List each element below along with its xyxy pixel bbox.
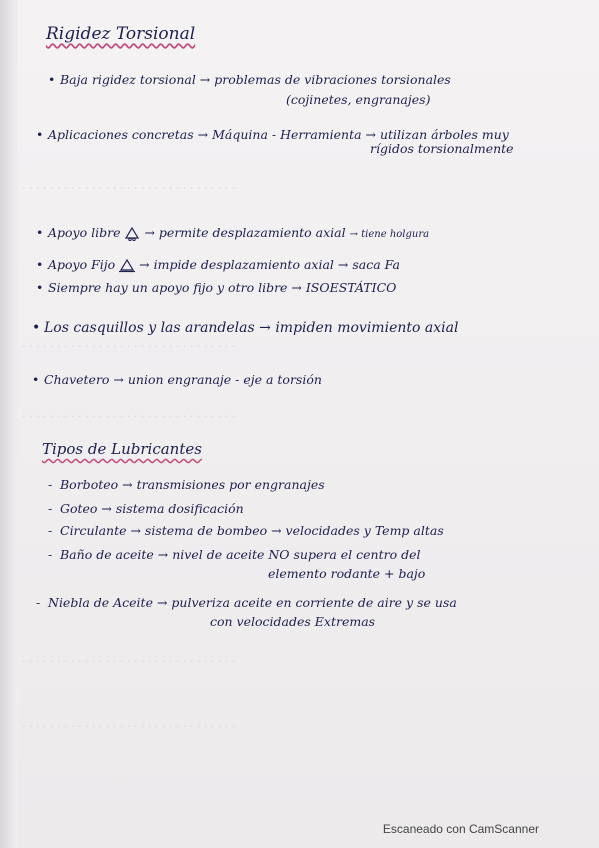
note-line: elemento rodante + bajo <box>268 566 426 581</box>
apoyo-fijo-label: Apoyo Fijo <box>48 257 116 272</box>
note-line: - Circulante → sistema de bombeo → velocidades y Temp altas <box>60 523 444 538</box>
apoyo-libre-label: Apoyo libre <box>48 225 121 240</box>
apoyo-fijo-desc: → impide desplazamiento axial → saca Fa <box>139 257 400 272</box>
note-line: con velocidades Extremas <box>210 614 376 629</box>
free-support-icon <box>124 227 140 241</box>
bleed-through-text: · · · · · · · · · · · · · · · · · · · · · · · · · · · · · · · <box>22 655 236 668</box>
note-line: - Baño de aceite → nivel de aceite NO supera el centro del <box>60 547 420 562</box>
note-line: • Aplicaciones concretas → Máquina - Herramienta → utilizan árboles muy <box>48 127 509 142</box>
note-line: - Borboteo → transmisiones por engranajes <box>60 477 325 492</box>
note-line: • Los casquillos y las arandelas → impiden movimiento axial <box>44 320 458 336</box>
note-line: rígidos torsionalmente <box>370 141 514 156</box>
heading-tipos-lubricantes: Tipos de Lubricantes <box>42 440 202 458</box>
apoyo-libre-note: → tiene holgura <box>349 229 430 240</box>
note-apoyo-fijo <box>48 257 400 273</box>
bleed-through-text: · · · · · · · · · · · · · · · · · · · · · · · · · · · · · · · <box>22 410 236 423</box>
scanner-watermark: Escaneado con CamScanner <box>382 822 539 836</box>
note-line: • Chavetero → union engranaje - eje a torsión <box>44 372 322 387</box>
note-line: - Niebla de Aceite → pulveriza aceite en corriente de aire y se usa <box>48 595 457 610</box>
note-line: • Siempre hay un apoyo fijo y otro libre → ISOESTÁTICO <box>48 280 396 295</box>
note-line: • Baja rigidez torsional → problemas de vibraciones torsionales <box>60 72 451 87</box>
note-apoyo-libre <box>48 225 429 241</box>
note-line: (cojinetes, engranajes) <box>286 92 431 107</box>
bleed-through-text: · · · · · · · · · · · · · · · · · · · · · · · · · · · · · · · <box>22 340 236 353</box>
note-line: - Goteo → sistema dosificación <box>60 501 244 516</box>
apoyo-libre-desc: → permite desplazamiento axial <box>144 225 346 240</box>
bleed-through-text: · · · · · · · · · · · · · · · · · · · · · · · · · · · · · · · <box>22 720 236 733</box>
page-shadow-edge <box>0 0 18 848</box>
heading-rigidez-torsional: Rigidez Torsional <box>46 24 196 44</box>
fixed-support-icon <box>119 259 135 273</box>
bleed-through-text: · · · · · · · · · · · · · · · · · · · · · · · · · · · · · · · <box>22 182 236 195</box>
